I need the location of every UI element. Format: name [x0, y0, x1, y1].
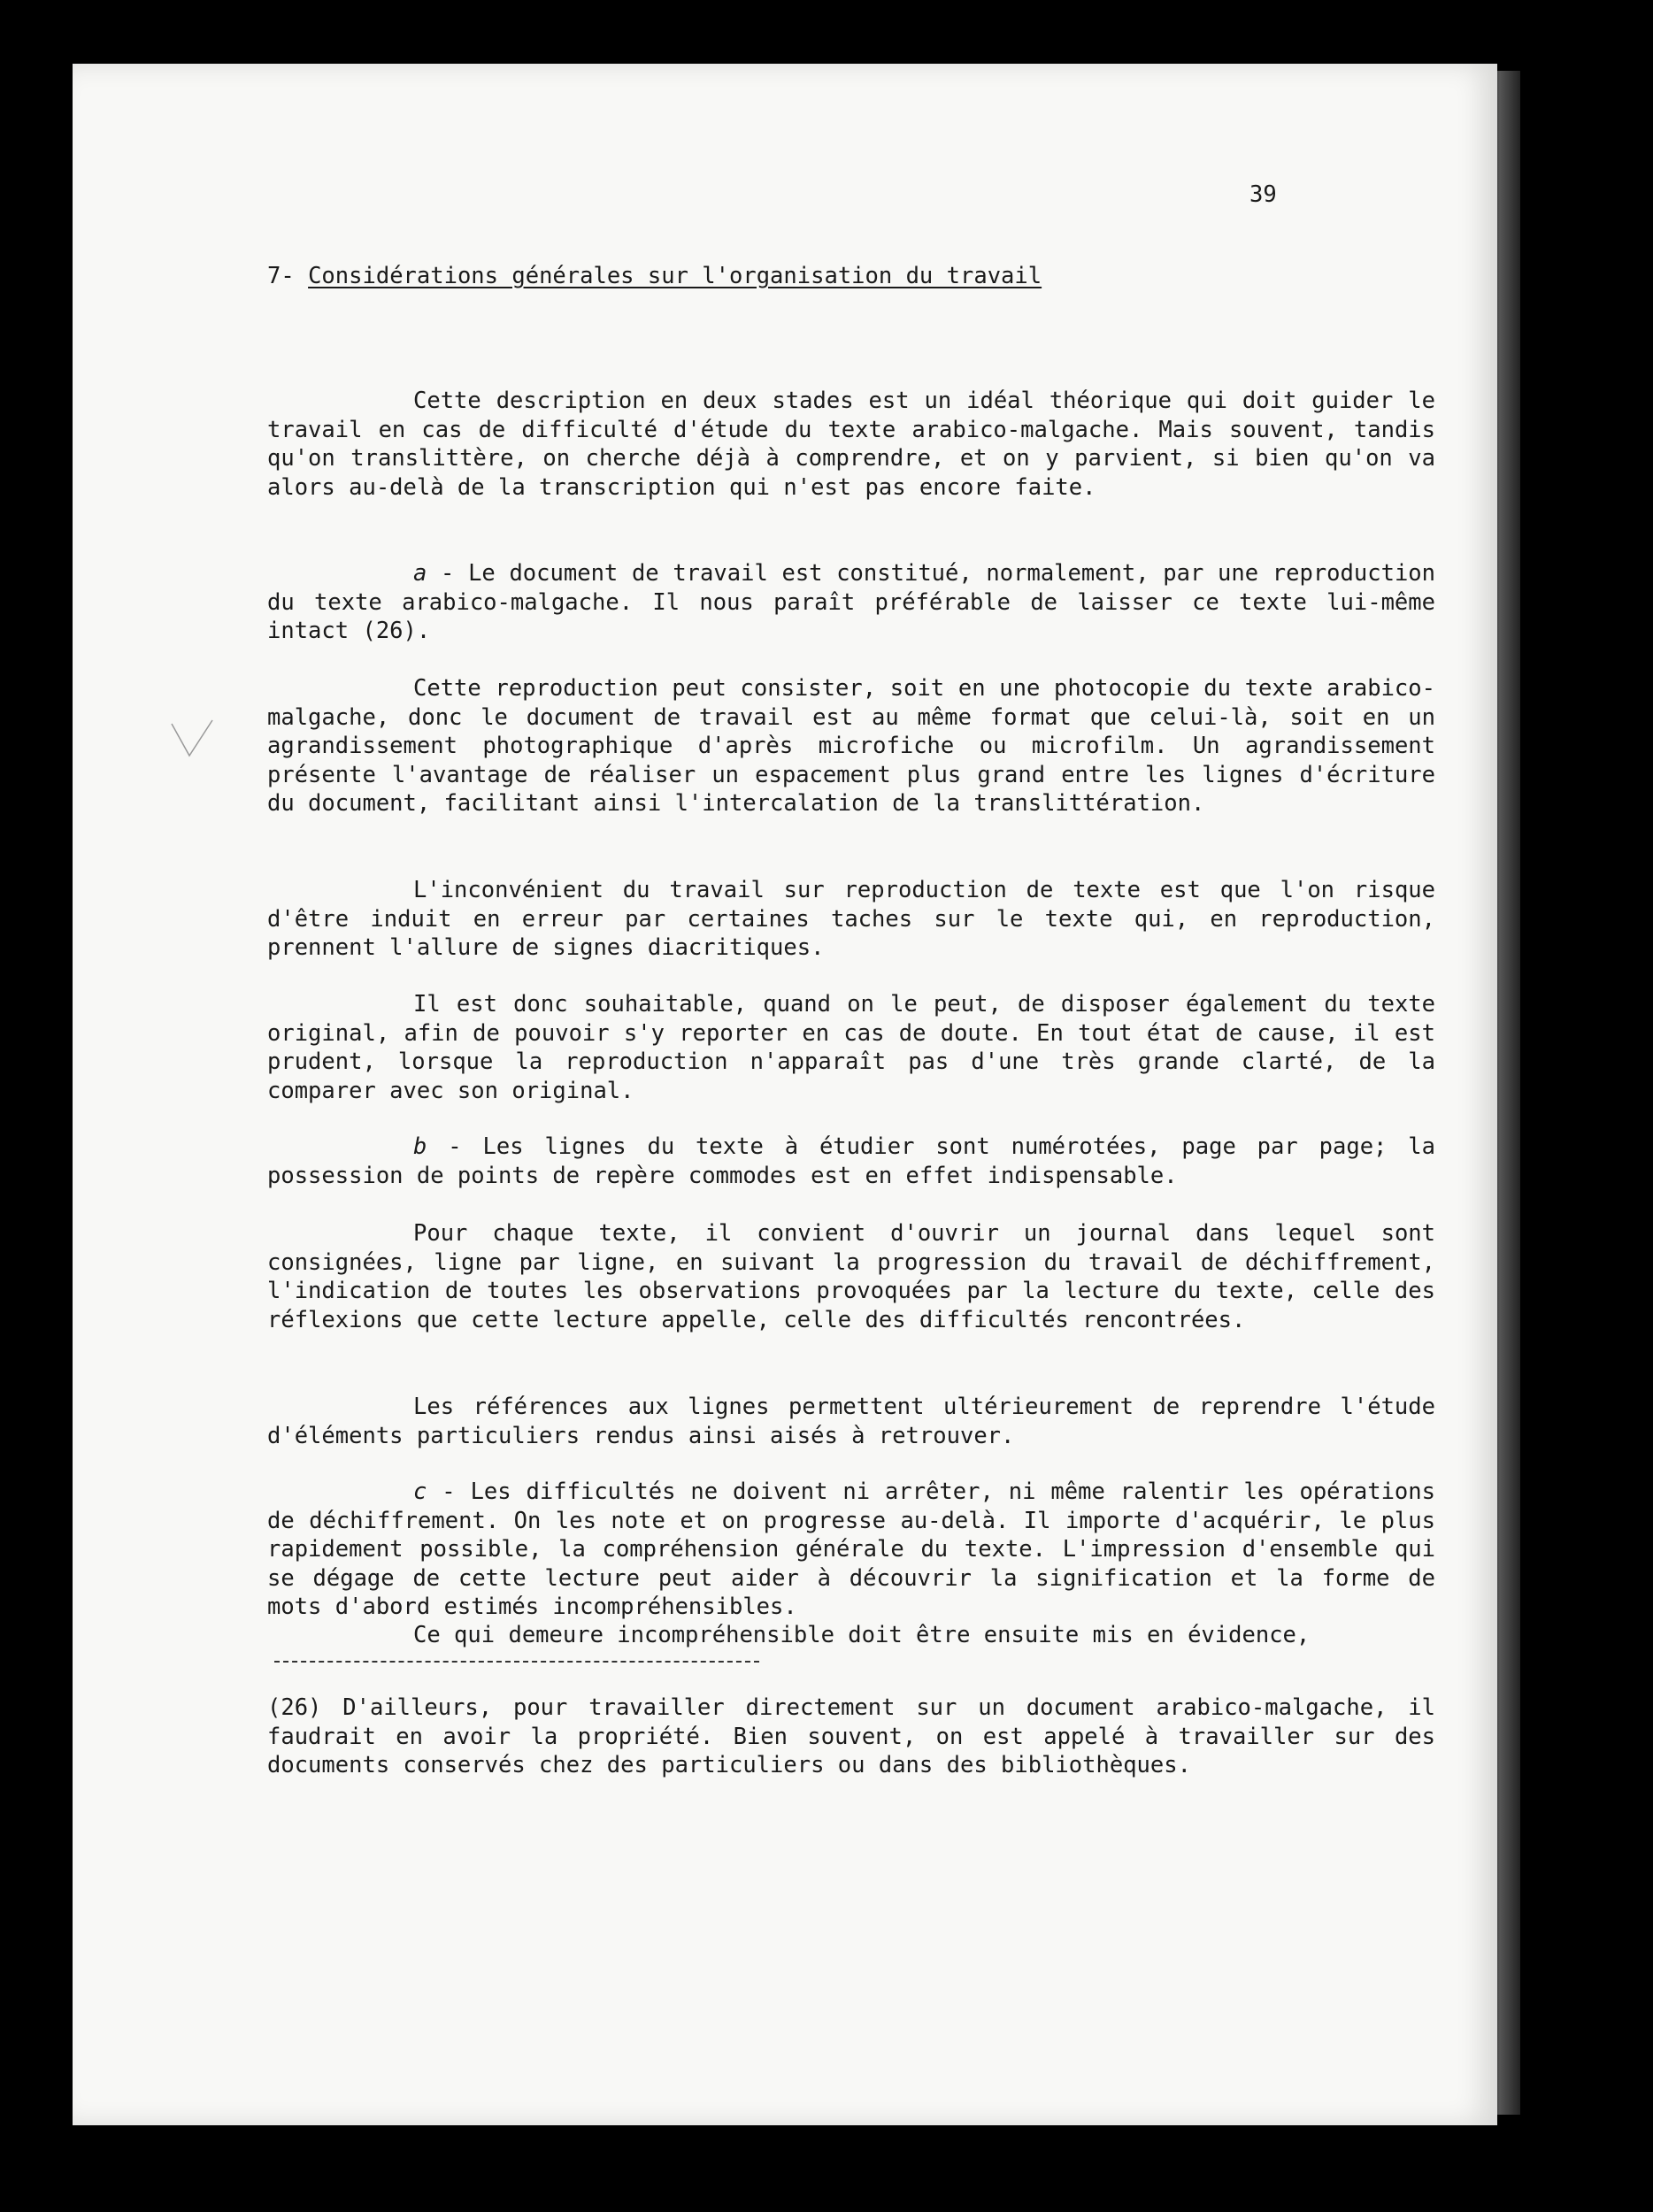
paragraph: Les références aux lignes permettent ultérieurement de reprendre l'étude d'éléments particuliers rendus ainsi aisés à retrouver.	[267, 1394, 1435, 1449]
section-heading	[267, 262, 1042, 291]
paragraph: Pour chaque texte, il convient d'ouvrir un journal dans lequel sont consignées, ligne par ligne, en suivant la progression du travail de déchiffrement, l'indication de toutes les observations provoquées par la lecture du texte, celle des réflexions que cette lecture appelle, celle des difficultés rencontrées.	[267, 1220, 1435, 1333]
paragraph-marker: a	[413, 560, 427, 587]
page-number: 39	[1249, 181, 1277, 208]
section-title: Considérations générales sur l'organisation du travail	[308, 263, 1042, 289]
paragraph: Il est donc souhaitable, quand on le peut, de disposer également du texte original, afin de pouvoir s'y reporter en cas de doute. En tout état de cause, il est prudent, lorsque la reproduction n'apparaît pas d'une très grande clarté, de la comparer avec son original.	[267, 991, 1435, 1104]
pencil-tick-mark	[170, 718, 214, 772]
paragraph: a - Le document de travail est constitué, normalement, par une reproduction du texte arabico-malgache. Il nous paraît préférable de laisser ce texte lui-même intact (26).	[267, 560, 1436, 644]
paragraph-marker: b	[413, 1133, 427, 1160]
paragraph: L'inconvénient du travail sur reproduction de texte est que l'on risque d'être induit en erreur par certaines taches sur le texte qui, en reproduction, prennent l'allure de signes diacritiques.	[267, 877, 1435, 961]
section-number: 7-	[267, 263, 295, 289]
page-sheet	[73, 64, 1497, 2125]
paragraph-marker: c	[413, 1479, 427, 1505]
paragraph: Cette reproduction peut consister, soit en une photocopie du texte arabico-malgache, donc le document de travail est au même format que celui-là, soit en un agrandissement photographique d'après microfiche ou microfilm. Un agrandissement présente l'avantage de réaliser un espacement plus grand entre les lignes d'écriture du document, facilitant ainsi l'intercalation de la translittération.	[267, 675, 1435, 817]
paragraph: Cette description en deux stades est un idéal théorique qui doit guider le travail en cas de difficulté d'étude du texte arabico-malgache. Mais souvent, tandis qu'on translittère, on cherche déjà à comprendre, et on y parvient, si bien qu'on va alors au-delà de la transcription qui n'est pas encore faite.	[267, 388, 1435, 501]
paragraph: Ce qui demeure incompréhensible doit être ensuite mis en évidence,	[413, 1622, 1311, 1648]
paragraph: b - Les lignes du texte à étudier sont numérotées, page par page; la possession de points de repère commodes est en effet indispensable.	[267, 1133, 1435, 1189]
footnote-separator	[274, 1661, 759, 1663]
footnote: (26) D'ailleurs, pour travailler directement sur un document arabico-malgache, il faudrait en avoir la propriété. Bien souvent, on est appelé à travailler sur des documents conservés chez des particuliers ou dans des bibliothèques.	[267, 1694, 1435, 1778]
paragraph: c - Les difficultés ne doivent ni arrêter, ni même ralentir les opérations de déchiffrement. On les note et on progresse au-delà. Il importe d'acquérir, le plus rapidement possible, la compréhension générale du texte. L'impression d'ensemble qui se dégage de cette lecture peut aider à découvrir la signification et la forme de mots d'abord estimés incompréhensibles.	[267, 1479, 1435, 1620]
